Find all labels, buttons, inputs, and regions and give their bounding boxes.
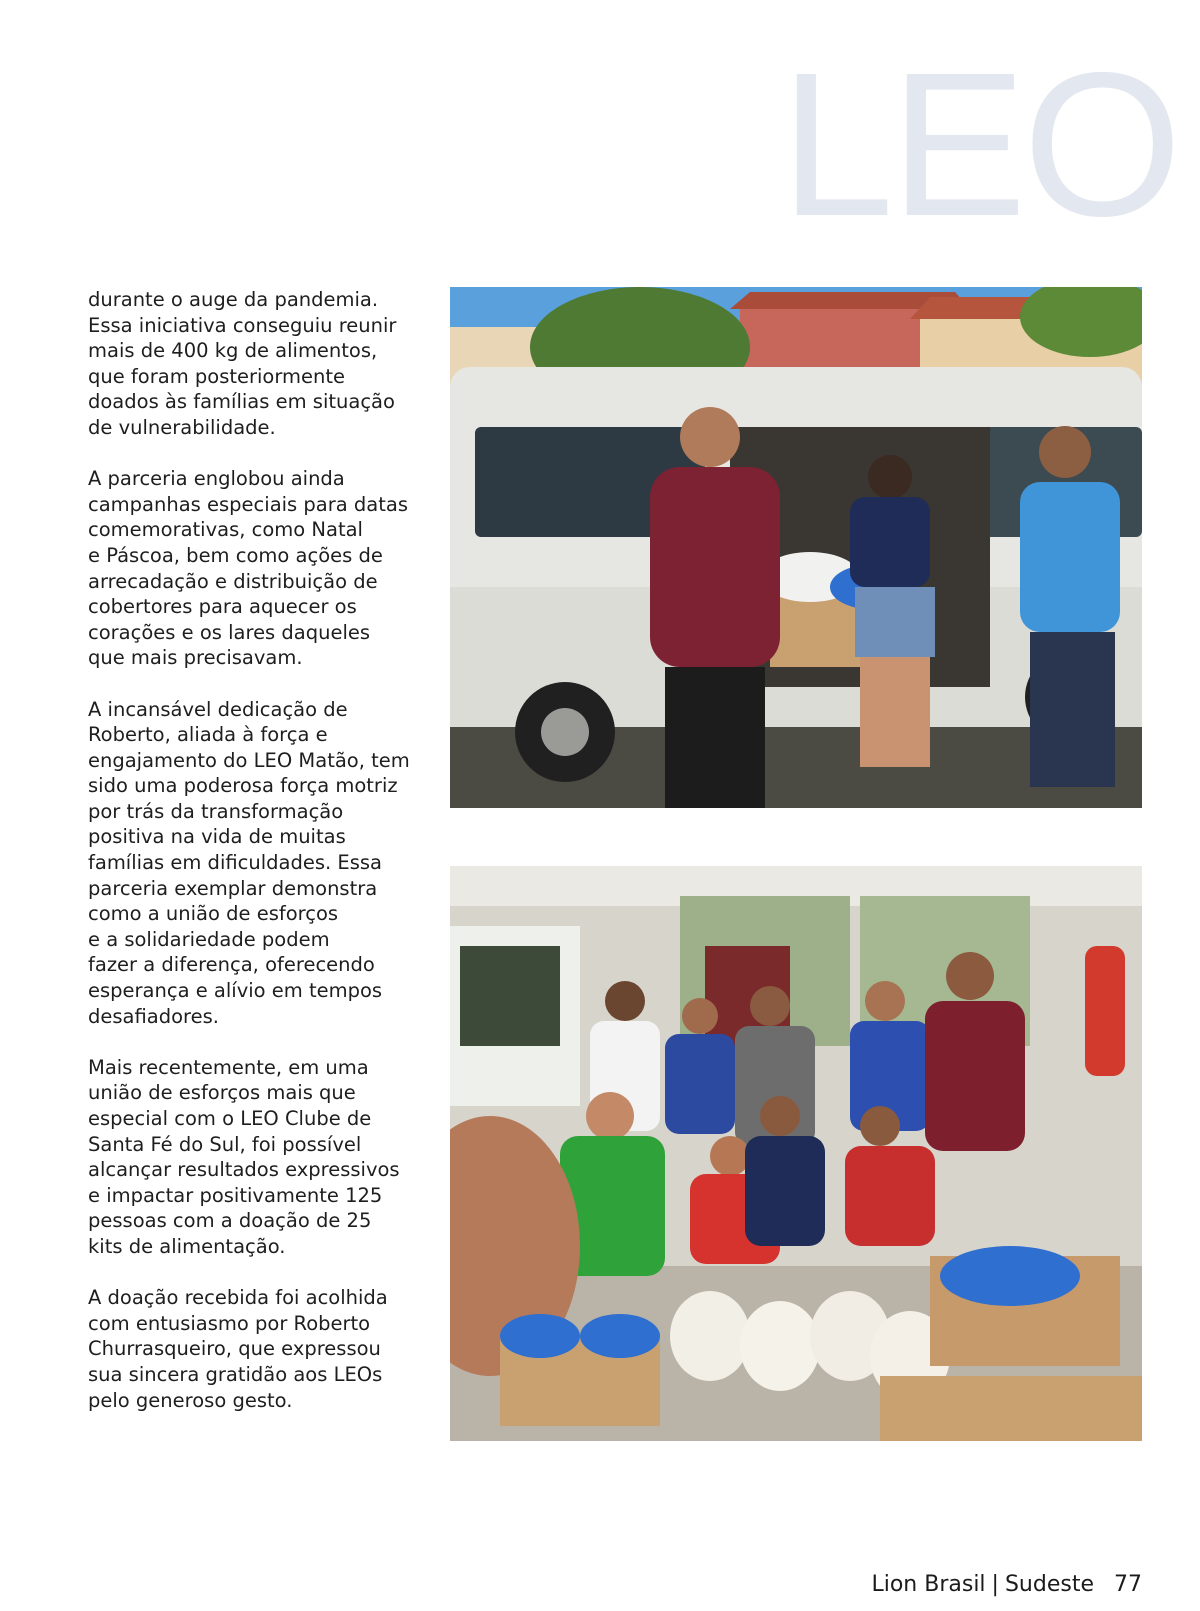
- photo-van-loading-illustration: [450, 287, 1142, 808]
- photo-van-loading: [450, 287, 1142, 808]
- article-text-column: [88, 287, 428, 1439]
- photo-group-food-kits-illustration: [450, 866, 1142, 1441]
- article-paragraph: A doação recebida foi acolhida com entusiasmo por Roberto Churrasqueiro, que expressou sua sincera gratidão aos LEOs pelo generoso gesto.: [88, 1286, 388, 1412]
- photo-group-food-kits: [450, 866, 1142, 1441]
- region-name: Sudeste: [1004, 1572, 1094, 1597]
- page-number: 77: [1114, 1572, 1142, 1597]
- article-paragraph: A parceria englobou ainda campanhas especiais para datas comemorativas, como Natal e Páscoa, bem como ações de arrecadação e distribuição de cobertores para aquecer os corações e os lares daqueles que mais precisavam.: [88, 467, 408, 670]
- page-footer: [871, 1572, 1142, 1597]
- footer-separator: |: [991, 1572, 999, 1597]
- article-paragraph: A incansável dedicação de Roberto, aliada à força e engajamento do LEO Matão, tem sido uma poderosa força motriz por trás da transformação positiva na vida de muitas famílias em dificuldades. Essa parceria exemplar demonstra como a união de esforços e a solidariedade podem fazer a diferença, oferecendo esperança e alívio em tempos desafiadores.: [88, 697, 410, 1028]
- section-title-watermark: LEO: [780, 30, 1179, 259]
- article-paragraph: Mais recentemente, em uma união de esforços mais que especial com o LEO Clube de Santa Fé do Sul, foi possível alcançar resultados expressivos e impactar positivamente 125 pessoas com a doação de 25 kits de alimentação.: [88, 1055, 400, 1258]
- publication-name: Lion Brasil: [871, 1572, 986, 1597]
- article-paragraph: durante o auge da pandemia. Essa iniciativa conseguiu reunir mais de 400 kg de alimentos, que foram posteriormente doados às famílias em situação de vulnerabilidade.: [88, 288, 397, 439]
